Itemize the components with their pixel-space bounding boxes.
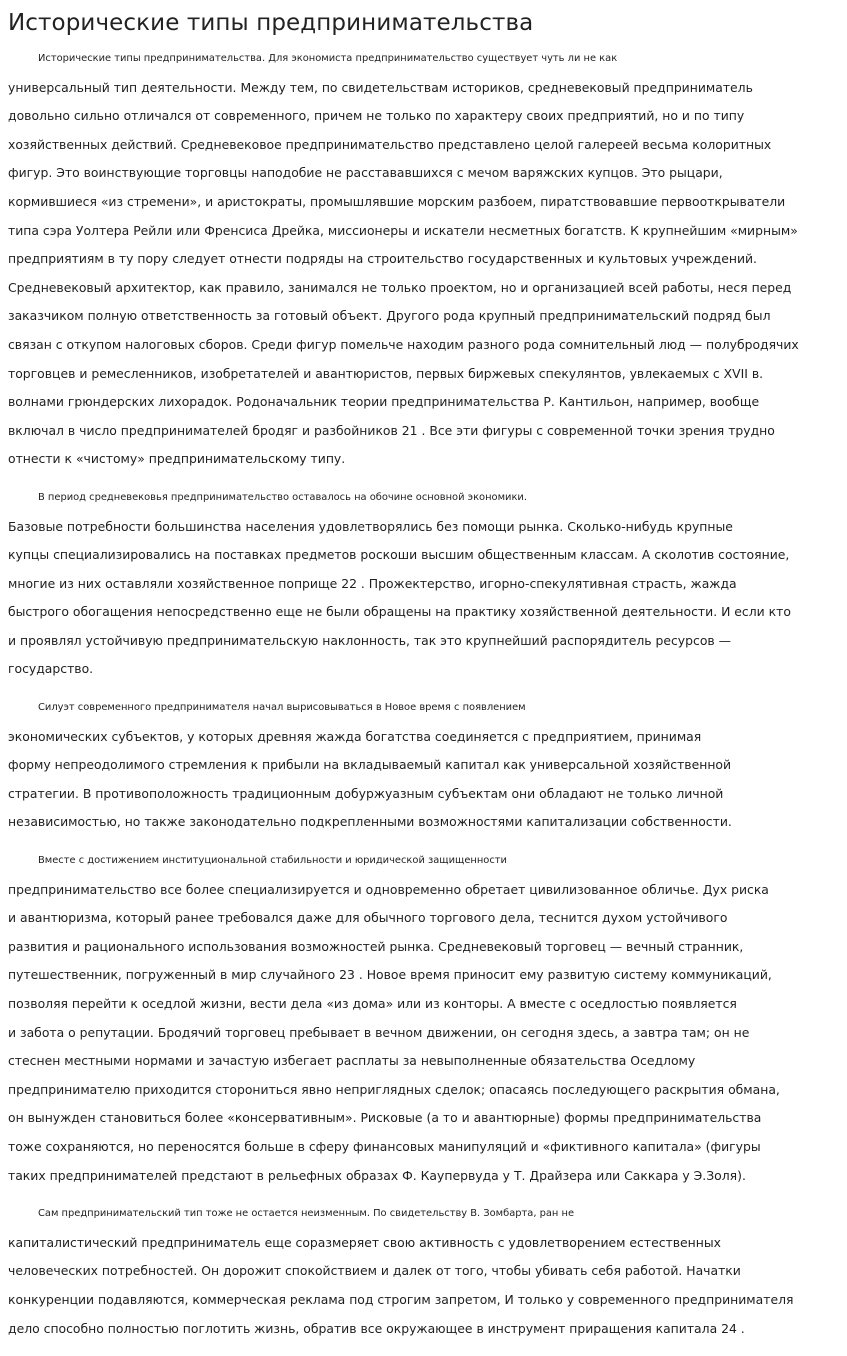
text-line: связан с откупом налоговых сборов. Среди фигур помельче находим разного рода сомнительный люд — полубродячих xyxy=(8,336,799,352)
text-line: волнами грюндерских лихорадок. Родоначальник теории предпринимательства Р. Кантильон, например, вообще xyxy=(8,394,760,410)
text-line: таких предпринимателей предстают в рельефных образах Ф. Каупервуда у Т. Драйзера или Саккара у Э.Золя). xyxy=(8,1167,746,1183)
text-line: предприятиям в ту пору следует отнести подряды на строительство государственных и культовых учреждений. xyxy=(8,251,757,267)
text-line: отнести к «чистому» предпринимательскому типу. xyxy=(8,451,346,467)
text-line: кормившиеся «из стремени», и аристократы, промышлявшие морским разбоем, пиратствовавшие первооткрыватели xyxy=(8,193,786,209)
text-line: заказчиком полную ответственность за готовый объект. Другого рода крупный предпринимательский подряд был xyxy=(8,308,771,324)
text-line: предпринимательство все более специализируется и одновременно обретает цивилизованное обличье. Дух риска xyxy=(8,881,769,897)
text-line: многие из них оставляли хозяйственное поприще 22 . Прожектерство, игорно-спекулятивная страсть, жажда xyxy=(8,575,737,591)
paragraph xyxy=(8,1200,839,1343)
paragraph-gap xyxy=(8,474,839,484)
text-line: и проявлял устойчивую предпринимательскую наклонность, так это крупнейший распорядитель ресурсов — xyxy=(8,632,732,648)
paragraph xyxy=(8,484,839,684)
text-line: В период средневековья предпринимательство оставалось на обочине основной экономики. xyxy=(38,491,527,503)
paragraph xyxy=(8,694,839,837)
text-line: универсальный тип деятельности. Между тем, по свидетельствам историков, средневековый предприниматель xyxy=(8,79,753,95)
text-line: дело способно полностью поглотить жизнь, обратив все окружающее в инструмент приращения капитала 24 . xyxy=(8,1320,745,1336)
text-line: тоже сохраняются, но переносятся больше в сферу финансовых манипуляций и «фиктивного капитала» (фигуры xyxy=(8,1138,761,1154)
text-line: фигур. Это воинствующие торговцы наподобие не расстававшихся с мечом варяжских купцов. Это рыцари, xyxy=(8,165,723,181)
text-line: предпринимателю приходится сторониться явно неприглядных сделок; опасаясь последующего раскрытия обмана, xyxy=(8,1081,780,1097)
text-line: экономических субъектов, у которых древняя жажда богатства соединяется с предприятием, принимая xyxy=(8,728,702,744)
paragraph xyxy=(8,45,839,474)
text-line: Сам предпринимательский тип тоже не остается неизменным. По свидетельству В. Зомбарта, ран не xyxy=(38,1208,575,1220)
text-line: и забота о репутации. Бродячий торговец пребывает в вечном движении, он сегодня здесь, а завтра там; он не xyxy=(8,1024,750,1040)
text-line: стратегии. В противоположность традиционным добуржуазным субъектам они обладают не только личной xyxy=(8,785,724,801)
paragraph xyxy=(8,847,839,1190)
text-line: путешественник, погруженный в мир случайного 23 . Новое время приносит ему развитую систему коммуникаций, xyxy=(8,967,772,983)
text-line: развития и рационального использования возможностей рынка. Средневековый торговец — вечный странник, xyxy=(8,938,744,954)
page-title: Исторические типы предпринимательства xyxy=(8,10,534,36)
text-line: типа сэра Уолтера Рейли или Френсиса Дрейка, миссионеры и искатели несметных богатств. К крупнейшим «мирным» xyxy=(8,222,798,238)
text-line: человеческих потребностей. Он дорожит спокойствием и далек от того, чтобы убивать себя работой. Начатки xyxy=(8,1263,741,1279)
text-line: торговцев и ремесленников, изобретателей и авантюристов, первых биржевых спекулянтов, увлекаемых с XVII в. xyxy=(8,365,764,381)
text-line: независимостью, но также законодательно подкрепленными возможностями капитализации собственности. xyxy=(8,814,732,830)
paragraph-gap xyxy=(8,1190,839,1200)
text-line: хозяйственных действий. Средневековое предпринимательство представлено целой галереей весьма колоритных xyxy=(8,136,772,152)
text-line: и авантюризма, который ранее требовался даже для обычного торгового дела, теснится духом устойчивого xyxy=(8,910,728,926)
text-line: купцы специализировались на поставках предметов роскоши высшим общественным классам. А сколотив состояние, xyxy=(8,547,790,563)
text-line: позволяя перейти к оседлой жизни, вести дела «из дома» или из конторы. А вместе с оседлостью появляется xyxy=(8,996,737,1011)
text-line: форму непреодолимого стремления к прибыли на вкладываемый капитал как универсальной хозяйственной xyxy=(8,757,732,773)
text-line: Базовые потребности большинства населения удовлетворялись без помощи рынка. Сколько-нибудь крупные xyxy=(8,518,733,534)
paragraph-gap xyxy=(8,684,839,694)
text-line: Средневековый архитектор, как правило, занимался не только проектом, но и организацией всей работы, неся перед xyxy=(8,279,792,295)
text-line: он вынужден становиться более «консервативным». Рисковые (а то и авантюрные) формы предпринимательства xyxy=(8,1110,762,1126)
text-line: конкуренции подавляются, коммерческая реклама под строгим запретом, И только у современного предпринимателя xyxy=(8,1291,794,1307)
paragraph-gap xyxy=(8,837,839,847)
text-line: государство. xyxy=(8,661,94,677)
text-line: довольно сильно отличался от современного, причем не только по характеру своих предприятий, но и по типу xyxy=(8,108,745,124)
text-line: капиталистический предприниматель еще соразмеряет свою активность с удовлетворением естественных xyxy=(8,1234,721,1250)
text-line: быстрого обогащения непосредственно еще не были обращены на практику хозяйственной деятельности. И если кто xyxy=(8,604,791,620)
text-line: Силуэт современного предпринимателя начал вырисовываться в Новое время с появлением xyxy=(38,702,526,714)
document-body xyxy=(8,45,839,1343)
text-line: включал в число предпринимателей бродяг и разбойников 21 . Все эти фигуры с современной точки зрения трудно xyxy=(8,422,775,438)
text-line: стеснен местными нормами и зачастую избегает расплаты за невыполненные обязательства Оседлому xyxy=(8,1053,696,1069)
text-line: Исторические типы предпринимательства. Для экономиста предпринимательство существует чуть ли не как xyxy=(38,53,618,64)
text-line: Вместе с достижением институциональной стабильности и юридической защищенности xyxy=(38,855,507,867)
